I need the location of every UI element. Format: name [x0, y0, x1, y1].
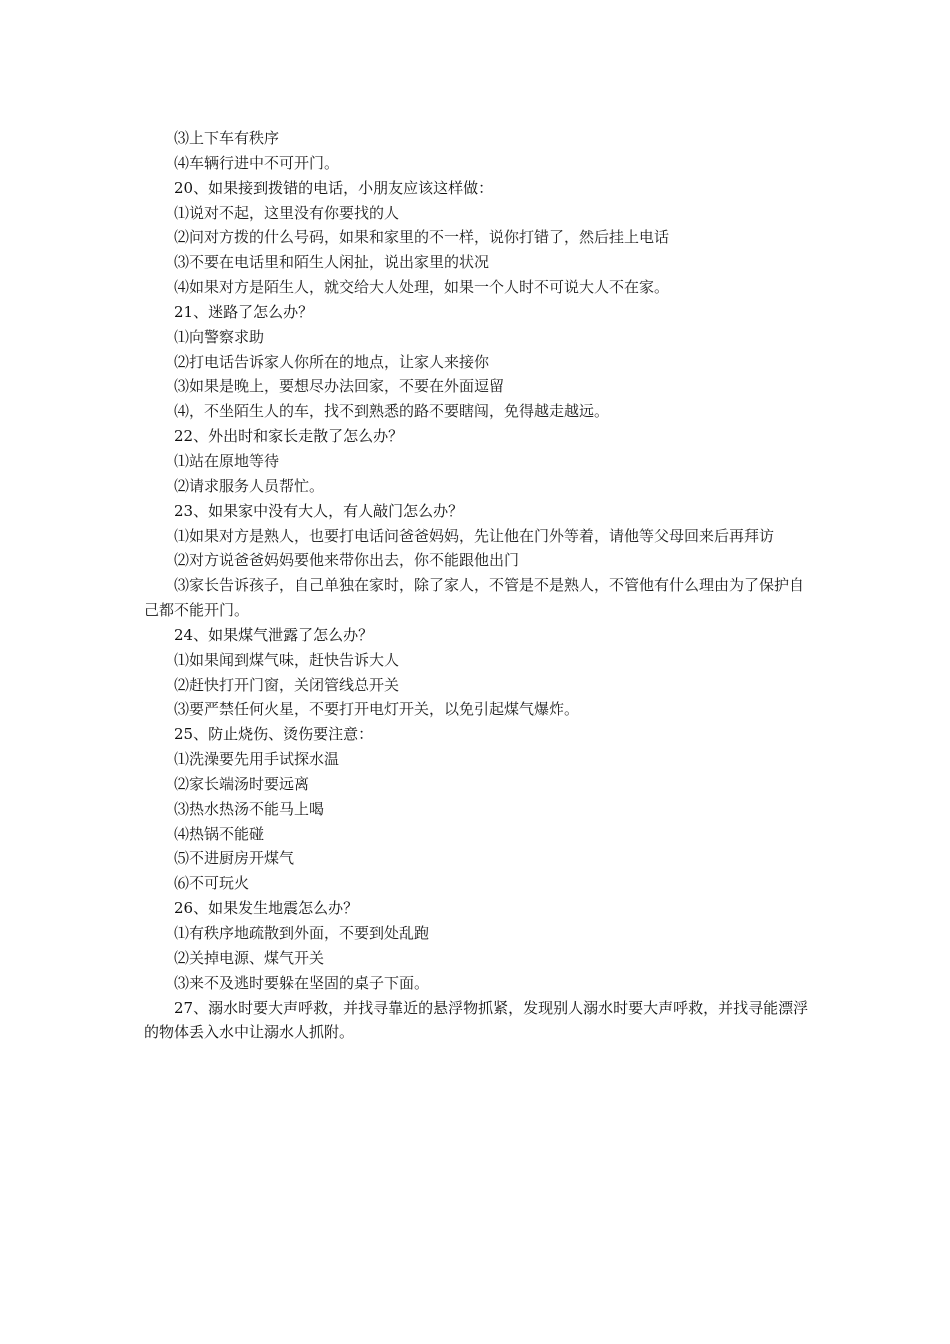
paragraph: ⑷如果对方是陌生人，就交给大人处理，如果一个人时不可说大人不在家。: [174, 278, 670, 297]
document-body: [144, 126, 810, 1045]
section-heading: 24、如果煤气泄露了怎么办？: [174, 625, 374, 644]
paragraph: ⑶上下车有秩序: [174, 129, 280, 147]
paragraph: ⑴站在原地等待: [174, 451, 280, 470]
paragraph: ⑶家长告诉孩子，自己单独在家时，除了家人，不管是不是熟人，不管他有什么理由为了保护自己都不能开门。: [144, 576, 805, 620]
paragraph: ⑸不进厨房开煤气: [174, 849, 295, 868]
section-heading: 25、防止烧伤、烫伤要注意：: [174, 725, 374, 744]
paragraph: ⑶不要在电话里和陌生人闲扯，说出家里的状况: [174, 253, 490, 272]
paragraph: ⑶热水热汤不能马上喝: [174, 799, 325, 818]
paragraph: ⑴有秩序地疏散到外面，不要到处乱跑: [174, 924, 430, 942]
paragraph: ⑷车辆行进中不可开门。: [174, 153, 340, 172]
paragraph: ⑶如果是晚上，要想尽办法回家，不要在外面逗留: [174, 377, 505, 396]
paragraph: ⑵赶快打开门窗，关闭管线总开关: [174, 675, 400, 694]
paragraph: ⑵打电话告诉家人你所在的地点，让家人来接你: [174, 352, 490, 371]
paragraph: ⑴如果对方是熟人，也要打电话问爸爸妈妈，先让他在门外等着，请他等父母回来后再拜访: [174, 526, 775, 545]
paragraph: ⑵家长端汤时要远离: [174, 774, 310, 793]
section-heading: 27、溺水时要大声呼救，并找寻靠近的悬浮物抓紧，发现别人溺水时要大声呼救，并找寻能漂浮的物体丢入水中让溺水人抓附。: [144, 998, 809, 1042]
paragraph: ⑵对方说爸爸妈妈要他来带你出去，你不能跟他出门: [174, 551, 520, 570]
section-heading: 22、外出时和家长走散了怎么办？: [174, 427, 404, 446]
section-heading: 21、迷路了怎么办？: [174, 302, 314, 321]
paragraph: ⑷热锅不能碰: [174, 824, 265, 843]
section-heading: 20、如果接到拨错的电话，小朋友应该这样做：: [174, 178, 494, 197]
paragraph: ⑴如果闻到煤气味，赶快告诉大人: [174, 650, 400, 669]
paragraph: ⑹不可玩火: [174, 874, 250, 893]
paragraph: ⑴洗澡要先用手试探水温: [174, 750, 340, 769]
paragraph: ⑷，不坐陌生人的车，找不到熟悉的路不要瞎闯，免得越走越远。: [174, 402, 610, 421]
paragraph: ⑵请求服务人员帮忙。: [174, 476, 325, 495]
paragraph: ⑴向警察求助: [174, 327, 265, 346]
section-heading: 23、如果家中没有大人，有人敲门怎么办？: [174, 501, 464, 520]
paragraph: ⑶来不及逃时要躲在坚固的桌子下面。: [174, 973, 430, 992]
paragraph: ⑶要严禁任何火星，不要打开电灯开关，以免引起煤气爆炸。: [174, 700, 580, 719]
section-heading: 26、如果发生地震怎么办？: [174, 899, 359, 918]
paragraph: ⑴说对不起，这里没有你要找的人: [174, 203, 400, 222]
paragraph: ⑵问对方拨的什么号码，如果和家里的不一样，说你打错了，然后挂上电话: [174, 228, 670, 247]
paragraph: ⑵关掉电源、煤气开关: [174, 948, 325, 967]
